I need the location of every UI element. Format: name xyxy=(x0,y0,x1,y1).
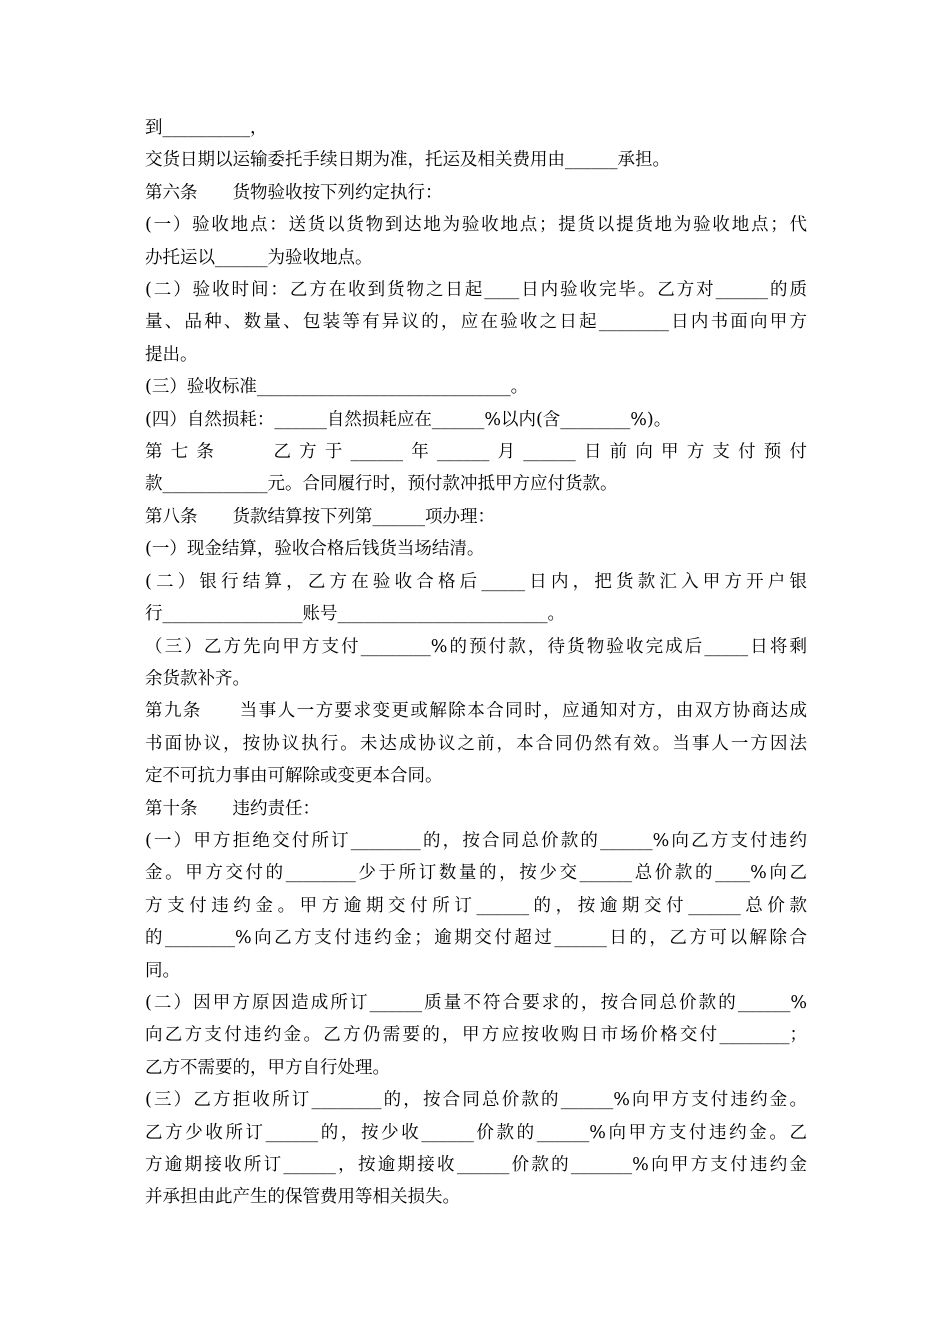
text-line: 的________%向乙方支付违约金；逾期交付超过______日的，乙方可以解除合 xyxy=(145,928,807,949)
text-line: 乙方不需要的，甲方自行处理。 xyxy=(145,1057,390,1078)
text-line: (一）甲方拒绝交付所订________的，按合同总价款的______%向乙方支付违约 xyxy=(145,830,807,851)
text-line: 并承担由此产生的保管费用等相关损失。 xyxy=(145,1187,460,1208)
text-line: 到__________， xyxy=(145,118,268,138)
text-line: (二）银行结算，乙方在验收合格后_____日内，把货款汇入甲方开户银 xyxy=(145,571,807,592)
text-line: 提出。 xyxy=(145,344,198,365)
text-line: (三）验收标准_____________________________。 xyxy=(145,377,529,398)
text-line: 方支付违约金。甲方逾期交付所订______的，按逾期交付______总价款 xyxy=(145,895,807,916)
text-line: 向乙方支付违约金。乙方仍需要的，甲方应按收购日市场价格交付________； xyxy=(145,1025,807,1046)
text-line: 乙方少收所订______的，按少收______价款的______%向甲方支付违约金。乙 xyxy=(145,1122,807,1143)
article-10-heading: 第十条 违约责任： xyxy=(145,798,320,819)
text-line: （三）乙方先向甲方支付________%的预付款，待货物验收完成后_____日将剩 xyxy=(145,636,807,657)
text-line: 同。 xyxy=(145,960,180,981)
text-line: 定不可抗力事由可解除或变更本合同。 xyxy=(145,766,443,787)
text-line: 款____________元。合同履行时，预付款冲抵甲方应付货款。 xyxy=(145,474,618,495)
text-line: (二）验收时间：乙方在收到货物之日起____日内验收完毕。乙方对______的质 xyxy=(145,280,807,301)
text-line: (三）乙方拒收所订________的，按合同总价款的______%向甲方支付违约金。 xyxy=(145,1090,807,1111)
text-line: (一）验收地点：送货以货物到达地为验收地点；提货以提货地为验收地点；代 xyxy=(145,215,807,236)
text-line: 行________________账号________________________。 xyxy=(145,604,565,625)
text-line: (二）因甲方原因造成所订______质量不符合要求的，按合同总价款的______% xyxy=(145,992,807,1013)
article-6-heading: 第六条 货物验收按下列约定执行： xyxy=(145,182,443,203)
article-7-heading: 第七条 乙方于______年______月______日前向甲方支付预付 xyxy=(145,442,807,463)
contract-body xyxy=(145,112,807,1214)
text-line: 方逾期接收所订______，按逾期接收______价款的_______%向甲方支付违约金 xyxy=(145,1155,807,1175)
text-line: (四）自然损耗：______自然损耗应在______%以内(含________%)。 xyxy=(145,409,672,430)
text-line: 书面协议，按协议执行。未达成协议之前，本合同仍然有效。当事人一方因法 xyxy=(145,733,807,754)
text-line: 金。甲方交付的________少于所订数量的，按少交______总价款的____%向乙 xyxy=(145,863,807,884)
text-line: 办托运以______为验收地点。 xyxy=(145,247,373,268)
article-8-heading: 第八条 货款结算按下列第______项办理： xyxy=(145,506,495,527)
article-9-heading: 第九条 当事人一方要求变更或解除本合同时，应通知对方，由双方协商达成 xyxy=(145,701,807,722)
text-line: 余货款补齐。 xyxy=(145,668,250,689)
text-line: 交货日期以运输委托手续日期为准，托运及相关费用由______承担。 xyxy=(145,150,670,171)
text-line: 量、品种、数量、包装等有异议的，应在验收之日起________日内书面向甲方 xyxy=(145,312,807,333)
text-line: (一）现金结算，验收合格后钱货当场结清。 xyxy=(145,539,485,560)
